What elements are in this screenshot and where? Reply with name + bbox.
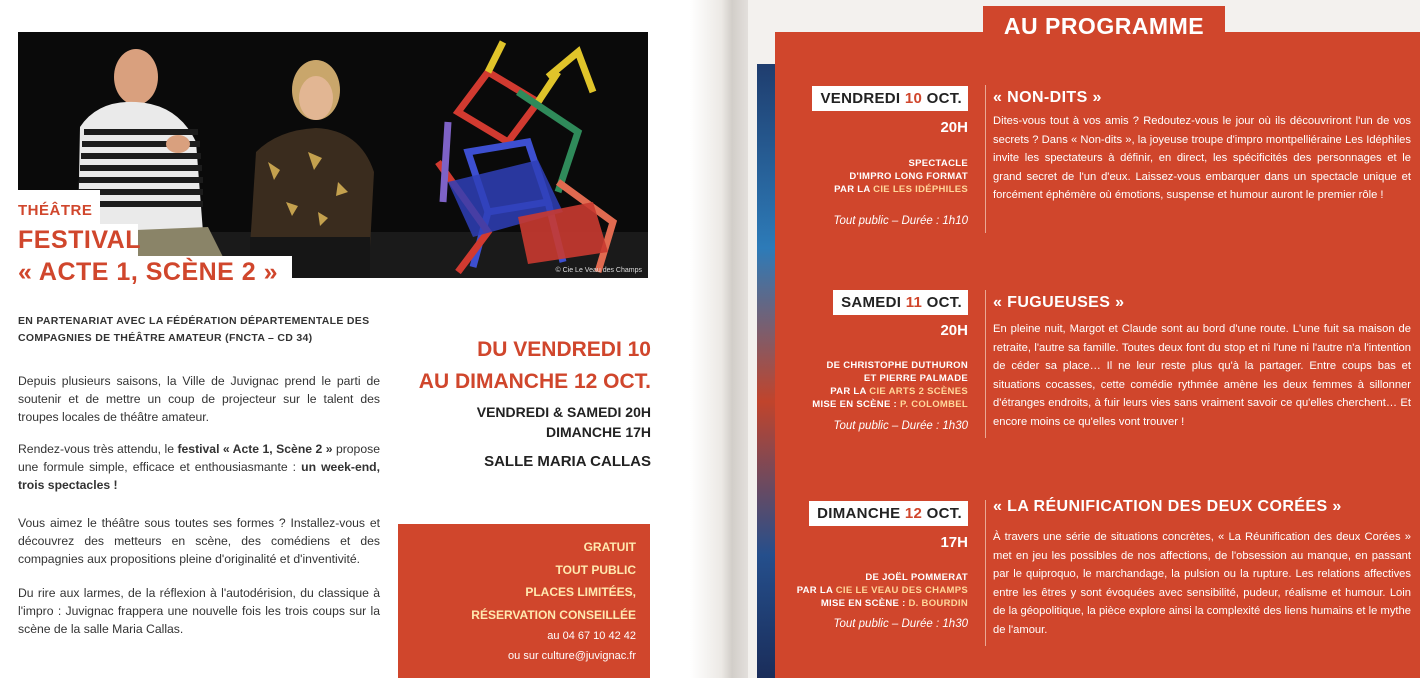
divider <box>985 500 986 646</box>
info-limited: PLACES LIMITÉES, <box>525 585 636 599</box>
category-label: THÉÂTRE <box>18 202 93 219</box>
info-box <box>398 524 650 678</box>
divider <box>985 85 986 233</box>
photo-credit: © Cie Le Veau des Champs <box>555 267 642 274</box>
decorative-strip <box>757 64 775 678</box>
show-title: « LA RÉUNIFICATION DES DEUX CORÉES » <box>993 498 1342 515</box>
schedule-weekdays: VENDREDI & SAMEDI 20H <box>476 404 651 420</box>
info-email: ou sur culture@juvignac.fr <box>508 650 636 662</box>
divider <box>985 290 986 438</box>
show-day-label: DIMANCHE 12 OCT. <box>809 501 968 526</box>
festival-paragraph: Rendez-vous très attendu, le festival « Acte 1, Scène 2 » propose une formule simple, efficace et enthousiasmante : un week-end, trois spectacles ! <box>18 442 380 492</box>
show-description: Dites-vous tout à vos amis ? Redoutez-vous le jour où ils découvriront l'un de vos secrets ? Dans « Non-dits », la joyeuse troupe d'impro montpelliéraine Les Idéphiles invite les spectateurs à définir, en direct, les spécificités des personnages et le grand secret de l'un d'eux. Laissez-vous embarquer dans un spectacle unique et forcément éphémère où émotions, suspense et humour auront le premier rôle ! <box>993 115 1411 201</box>
venue-name: SALLE MARIA CALLAS <box>484 453 651 470</box>
info-phone: au 04 67 10 42 42 <box>547 630 636 642</box>
show-credits: DE CHRISTOPHE DUTHURON ET PIERRE PALMADE PAR LA CIE ARTS 2 SCÈNES MISE EN SCÈNE : P. COLOMBEL <box>812 360 968 410</box>
festival-title: FESTIVAL <box>18 226 141 254</box>
info-free: GRATUIT <box>583 540 636 554</box>
closing-paragraph: Du rire aux larmes, de la réflexion à l'autodérision, du classique à l'impro : Juvignac frappera une nouvelle fois les trois coups sur la scène de la salle Maria Callas. <box>18 586 380 636</box>
show-day-label: VENDREDI 10 OCT. <box>812 86 968 111</box>
intro-paragraph: Depuis plusieurs saisons, la Ville de Juvignac prend le parti de soutenir et de mettre un coup de projecteur sur le talent des troupes locales de théâtre amateur. <box>18 374 380 424</box>
date-end: AU DIMANCHE 12 OCT. <box>418 370 651 393</box>
festival-subtitle: « ACTE 1, SCÈNE 2 » <box>18 258 279 286</box>
show-title: « FUGUEUSES » <box>993 294 1125 311</box>
show-audience: Tout public – Durée : 1h30 <box>833 420 968 432</box>
show-description: En pleine nuit, Margot et Claude sont au bord d'une route. L'une fuit sa maison de retraite, l'autre sa famille. Toutes deux font du stop et ni l'une ni l'autre n'a l'intention de céder sa place… Il ne leur reste plus qu'à la partager. Entre coups bas et situations cocasses, cette comédie rythmée amène les deux femmes à sillonner d'étranges endroits, à fuir leurs vies sans vraiment savoir ce qu'elles cherchent… Et encore moins ce qu'elles vont trouver ! <box>993 323 1411 428</box>
festival-dates <box>395 334 651 470</box>
show-title: « NON-DITS » <box>993 89 1102 106</box>
show-credits: DE JOËL POMMERAT PAR LA CIE LE VEAU DES CHAMPS MISE EN SCÈNE : D. BOURDIN <box>796 572 968 609</box>
program-heading: AU PROGRAMME <box>1003 13 1205 39</box>
program-header <box>983 6 1225 46</box>
info-booking: RÉSERVATION CONSEILLÉE <box>471 607 636 622</box>
show-description: À travers une série de situations concrètes, « La Réunification des deux Corées » met en jeu les possibles de nos affections, de l'obsession au manque, en passant par le quiproquo, le marchandage, la pulsion ou la rupture. Les relations affectives entre les êtres y sont évoquées avec sensibilité, pudeur, réalisme et humour. Loin de la géopolitique, la pièce explore ainsi la complexité des liens humains et le mythe de l'amour. <box>993 531 1411 636</box>
show-time: 20H <box>940 322 968 339</box>
show-credits: SPECTACLE D'IMPRO LONG FORMAT PAR LA CIE LES IDÉPHILES <box>834 158 968 195</box>
partnership-note: EN PARTENARIAT AVEC LA FÉDÉRATION DÉPARTEMENTALE DES COMPAGNIES DE THÉÂTRE AMATEUR (FNCTA – CD 34) <box>18 315 370 344</box>
show-time: 20H <box>940 119 968 136</box>
show-audience: Tout public – Durée : 1h10 <box>833 215 968 227</box>
invite-paragraph: Vous aimez le théâtre sous toutes ses formes ? Installez-vous et découvrez des metteurs en scène, des comédiens et des compagnies aux propositions pleine d'originalité et d'inventivité. <box>18 516 380 566</box>
date-start: DU VENDREDI 10 <box>477 338 651 361</box>
show-day-label: SAMEDI 11 OCT. <box>833 290 968 315</box>
info-public: TOUT PUBLIC <box>555 562 636 577</box>
show-audience: Tout public – Durée : 1h30 <box>833 618 968 630</box>
schedule-sunday: DIMANCHE 17H <box>545 424 651 440</box>
show-time: 17H <box>940 534 968 551</box>
